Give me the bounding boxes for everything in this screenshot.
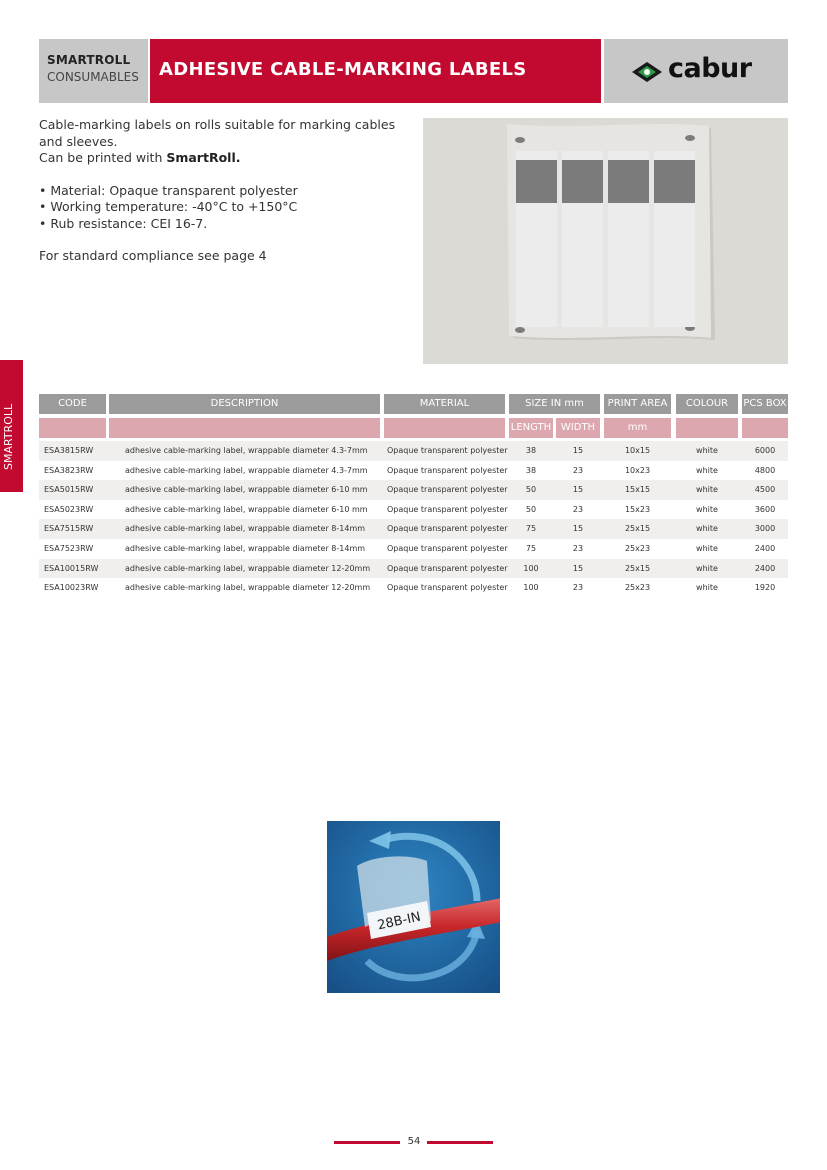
- cell-colour: white: [696, 544, 718, 553]
- col-header-material: MATERIAL: [384, 394, 505, 414]
- cell-colour: white: [696, 504, 718, 514]
- cell-width: 23: [572, 583, 584, 593]
- cell-pcs: 3600: [754, 504, 776, 514]
- side-tab: [0, 360, 23, 492]
- cell-desc: adhesive cable-marking label, wrappable diameter 4.3-7mm: [125, 446, 368, 455]
- cell-colour: white: [696, 524, 718, 534]
- subheader-blank-description: [109, 418, 380, 438]
- cell-code: ESA7523RW: [44, 544, 94, 553]
- cell-code: ESA10015RW: [44, 563, 99, 573]
- intro-line-2: [39, 150, 419, 167]
- cell-desc: adhesive cable-marking label, wrappable diameter 8-14mm: [125, 524, 366, 534]
- photo-label-text: 28B-IN: [376, 909, 423, 934]
- logo-mark-icon: [630, 59, 664, 85]
- cell-area: 10x15: [624, 446, 651, 455]
- cell-material: Opaque transparent polyester: [387, 485, 508, 495]
- table-row: [39, 559, 788, 579]
- cell-width: 15: [572, 563, 584, 573]
- intro-text: [39, 117, 419, 265]
- bullet-temperature: • Working temperature: -40°C to +150°C: [39, 199, 419, 216]
- cabur-logo: [630, 53, 770, 85]
- col-header-size: SIZE IN mm: [509, 394, 600, 414]
- bullet-rub: • Rub resistance: CEI 16-7.: [39, 216, 419, 233]
- cell-code: ESA3815RW: [44, 446, 94, 455]
- cell-length: 50: [525, 485, 537, 495]
- cell-code: ESA5023RW: [44, 504, 94, 514]
- subsection-title: CONSUMABLES: [47, 70, 139, 84]
- page-title: ADHESIVE CABLE-MARKING LABELS: [159, 59, 527, 80]
- cell-desc: adhesive cable-marking label, wrappable diameter 12-20mm: [125, 563, 371, 573]
- cell-length: 75: [525, 524, 537, 534]
- section-label: [39, 39, 148, 103]
- table-row: [39, 539, 788, 559]
- subheader-blank-colour: [676, 418, 738, 438]
- cell-material: Opaque transparent polyester: [387, 583, 508, 593]
- cell-pcs: 4800: [754, 465, 776, 475]
- cell-desc: adhesive cable-marking label, wrappable diameter 4.3-7mm: [125, 465, 368, 475]
- cell-area: 10x23: [624, 465, 651, 475]
- cell-pcs: 2400: [754, 544, 776, 553]
- brand-name: cabur: [668, 53, 752, 84]
- table-row: [39, 500, 788, 520]
- table-row: [39, 480, 788, 500]
- cell-area: 25x15: [624, 563, 651, 573]
- cell-length: 50: [525, 504, 537, 514]
- bullet-material: • Material: Opaque transparent polyester: [39, 183, 419, 200]
- cell-length: 38: [525, 465, 537, 475]
- cell-colour: white: [696, 485, 718, 495]
- cell-pcs: 6000: [754, 446, 776, 455]
- intro-line-2-bold: SmartRoll.: [166, 150, 241, 165]
- cell-width: 15: [572, 485, 584, 495]
- table-row: [39, 461, 788, 481]
- cell-colour: white: [696, 563, 718, 573]
- table-row: [39, 519, 788, 539]
- brand-box: [604, 39, 788, 103]
- cell-material: Opaque transparent polyester: [387, 544, 508, 553]
- application-photo: [327, 821, 500, 993]
- cell-material: Opaque transparent polyester: [387, 524, 508, 534]
- cell-pcs: 1920: [754, 583, 776, 593]
- cell-area: 25x23: [624, 583, 651, 593]
- cell-width: 23: [572, 544, 584, 553]
- cell-code: ESA5015RW: [44, 485, 94, 495]
- subheader-length: LENGTH: [509, 418, 553, 438]
- cell-code: ESA10023RW: [44, 583, 99, 593]
- cell-width: 15: [572, 524, 584, 534]
- cell-desc: adhesive cable-marking label, wrappable diameter 6-10 mm: [125, 485, 368, 495]
- section-title: SMARTROLL: [47, 53, 131, 67]
- page-title-bar: [150, 39, 601, 103]
- footer-rule-left: [334, 1141, 400, 1144]
- cell-colour: white: [696, 446, 718, 455]
- table-row: [39, 441, 788, 461]
- subheader-width: WIDTH: [556, 418, 600, 438]
- cell-area: 25x15: [624, 524, 651, 534]
- footer-rule-right: [427, 1141, 493, 1144]
- col-header-print-area: PRINT AREA: [604, 394, 671, 414]
- cell-length: 100: [523, 583, 539, 593]
- subheader-blank-code: [39, 418, 106, 438]
- cell-length: 38: [525, 446, 537, 455]
- cell-width: 23: [572, 465, 584, 475]
- cell-pcs: 2400: [754, 563, 776, 573]
- cell-desc: adhesive cable-marking label, wrappable diameter 8-14mm: [125, 544, 366, 553]
- cable-label-photo: [327, 821, 500, 993]
- col-header-colour: COLOUR: [676, 394, 738, 414]
- subheader-blank-pcs: [742, 418, 788, 438]
- cell-material: Opaque transparent polyester: [387, 446, 508, 455]
- intro-line-1: Cable-marking labels on rolls suitable for marking cables and sleeves.: [39, 117, 396, 149]
- cell-pcs: 3000: [754, 524, 776, 534]
- cell-area: 15x23: [624, 504, 651, 514]
- cell-desc: adhesive cable-marking label, wrappable diameter 6-10 mm: [125, 504, 368, 514]
- product-image: [423, 118, 788, 364]
- cell-material: Opaque transparent polyester: [387, 563, 508, 573]
- subheader-print-unit: mm: [604, 418, 671, 438]
- compliance-note: For standard compliance see page 4: [39, 248, 267, 263]
- cell-desc: adhesive cable-marking label, wrappable diameter 12-20mm: [125, 583, 371, 593]
- cell-width: 15: [572, 446, 584, 455]
- intro-line-2-prefix: Can be printed with: [39, 150, 167, 165]
- cell-width: 23: [572, 504, 584, 514]
- cell-area: 25x23: [624, 544, 651, 553]
- col-header-code: CODE: [39, 394, 106, 414]
- cell-length: 100: [523, 563, 539, 573]
- cell-area: 15x15: [624, 485, 651, 495]
- side-tab-label: SMARTROLL: [2, 403, 15, 470]
- cell-material: Opaque transparent polyester: [387, 504, 508, 514]
- col-header-pcs-box: PCS BOX: [742, 394, 788, 414]
- subheader-blank-material: [384, 418, 505, 438]
- cell-material: Opaque transparent polyester: [387, 465, 508, 475]
- page-number: 54: [407, 1136, 421, 1147]
- cell-colour: white: [696, 465, 718, 475]
- cell-pcs: 4500: [754, 485, 776, 495]
- col-header-description: DESCRIPTION: [109, 394, 380, 414]
- cell-colour: white: [696, 583, 718, 593]
- cell-code: ESA3823RW: [44, 465, 94, 475]
- cell-length: 75: [525, 544, 537, 553]
- table-row: [39, 578, 788, 598]
- cell-code: ESA7515RW: [44, 524, 94, 534]
- label-sheet-illustration: [423, 118, 788, 364]
